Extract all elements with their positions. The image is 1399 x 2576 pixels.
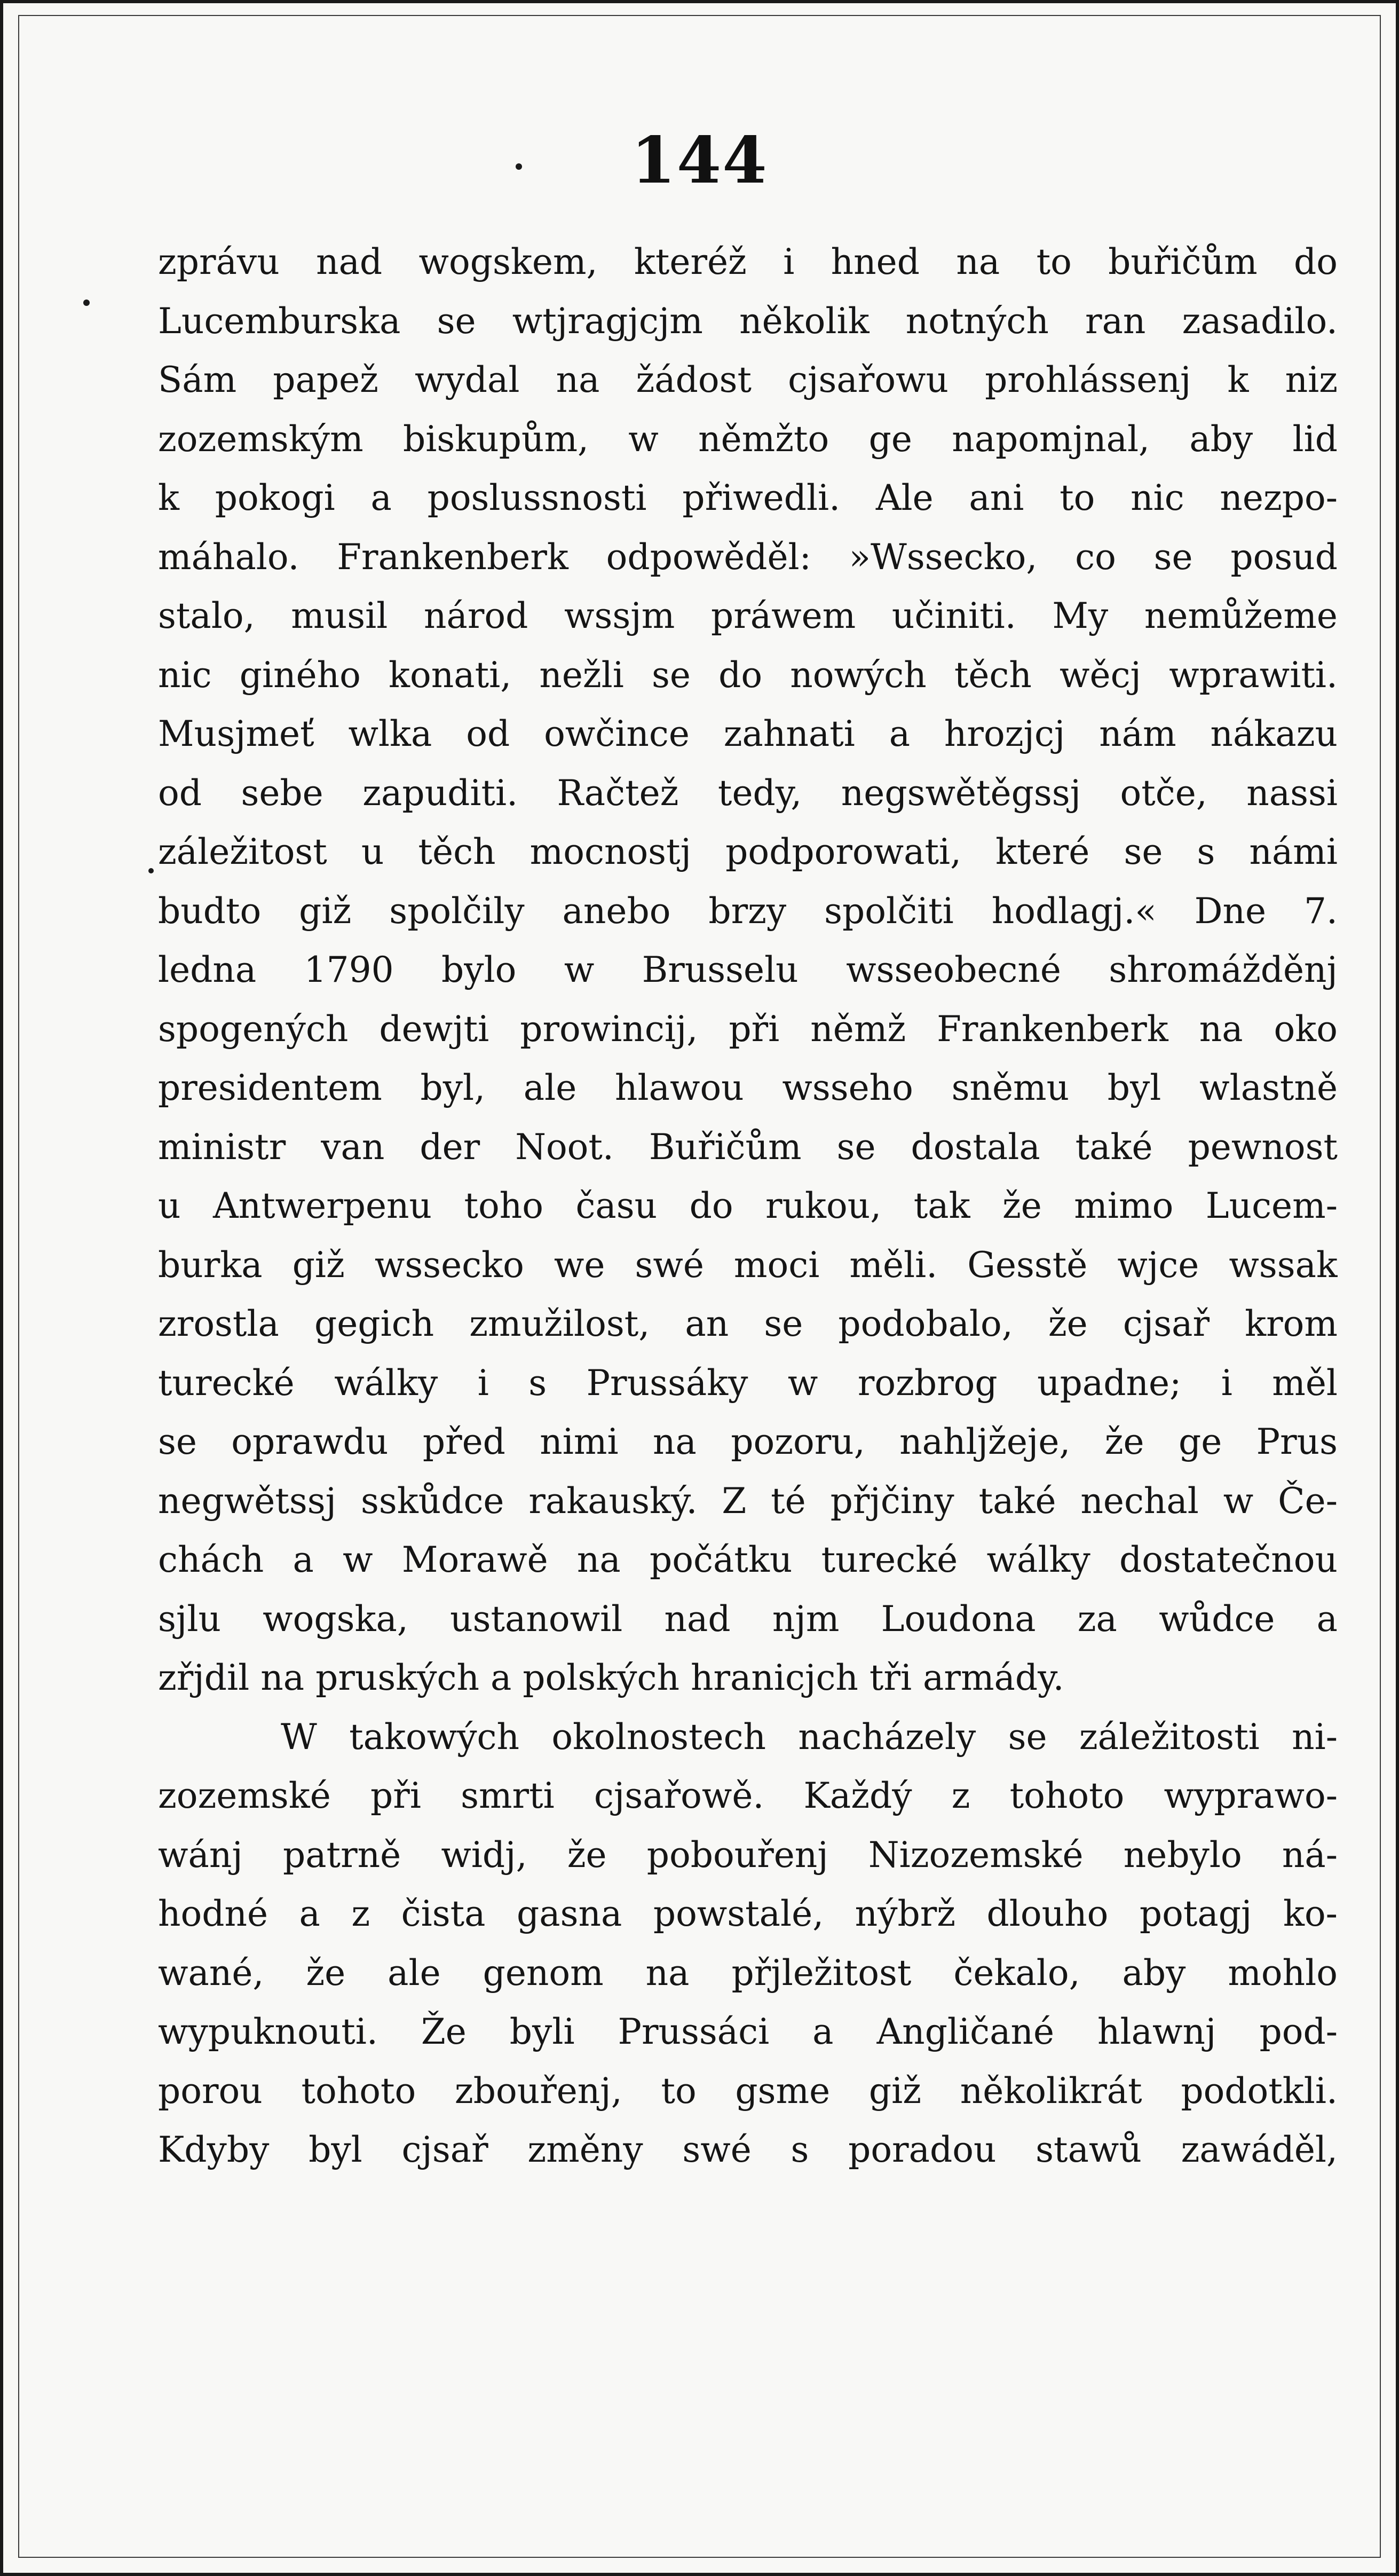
text-line: se oprawdu před nimi na pozoru, nahljžeje, že ge Prus (158, 1421, 1338, 1462)
text-line: stalo, musil národ wssjm práwem učiniti. My nemůžeme (158, 595, 1338, 636)
text-line: sjlu wogska, ustanowil nad njm Loudona za wůdce a (158, 1598, 1338, 1640)
text-line: ledna 1790 bylo w Brusselu wsseobecné shromážděnj (158, 949, 1338, 990)
text-line: k pokogi a poslussnosti přiwedli. Ale ani to nic nezpo- (158, 477, 1338, 518)
text-line: wypuknouti. Že byli Prussáci a Angličané hlawnj pod- (158, 2011, 1338, 2052)
text-line: Musjmeť wlka od owčince zahnati a hrozjcj nám nákazu (158, 713, 1338, 754)
text-line: spogených dewjti prowincij, při němž Frankenberk na oko (158, 1008, 1338, 1050)
text-line: budto giž spolčily anebo brzy spolčiti hodlagj.« Dne 7. (158, 890, 1338, 932)
text-line: porou tohoto zbouřenj, to gsme giž několikrát podotkli. (158, 2070, 1338, 2112)
text-line: zozemským biskupům, w němžto ge napomjnal, aby lid (158, 418, 1338, 460)
text-line: nic giného konati, nežli se do nowých těch wěcj wprawiti. (158, 654, 1338, 696)
text-line: Sám papež wydal na žádost cjsařowu prohlássenj k niz (158, 359, 1338, 400)
paragraph-end-line: zřjdil na pruských a polských hranicjch tři armády. (158, 1657, 1064, 1698)
paragraph-start-line: W takowých okolnostech nacházely se záležitosti ni- (281, 1716, 1338, 1758)
text-line: turecké wálky i s Prussáky w rozbrog upadne; i měl (158, 1362, 1338, 1404)
text-line: wánj patrně widj, že pobouřenj Nizozemské nebylo ná- (158, 1834, 1338, 1876)
text-line: burka giž wssecko we swé moci měli. Gesstě wjce wssak (158, 1244, 1338, 1286)
body-text (158, 233, 1338, 2180)
text-line: presidentem byl, ale hlawou wsseho sněmu byl wlastně (158, 1067, 1338, 1108)
ink-dot-mark (148, 868, 154, 873)
text-line: máhalo. Frankenberk odpowěděl: »Wssecko, co se posud (158, 536, 1338, 578)
text-line: zrostla gegich zmužilost, an se podobalo, že cjsař krom (158, 1303, 1338, 1344)
text-line: negwětssj sskůdce rakauský. Z té přjčiny také nechal w Če- (158, 1480, 1338, 1522)
text-line: Lucemburska se wtjragjcjm několik notných ran zasadilo. (158, 300, 1338, 342)
ink-dot-mark (516, 163, 522, 170)
text-line: zprávu nad wogskem, kteréž i hned na to buřičům do (158, 241, 1338, 282)
text-line: Kdyby byl cjsař změny swé s poradou stawů zawáděl, (158, 2129, 1338, 2170)
ink-dot-mark (83, 300, 90, 306)
text-line: ministr van der Noot. Buřičům se dostala také pewnost (158, 1126, 1338, 1168)
text-line: zozemské při smrti cjsařowě. Každý z tohoto wyprawo- (158, 1775, 1338, 1816)
text-line: záležitost u těch mocnostj podporowati, které se s námi (158, 831, 1338, 872)
text-line: chách a w Morawě na počátku turecké wálky dostatečnou (158, 1539, 1338, 1580)
text-line: od sebe zapuditi. Račtež tedy, negswětěgssj otče, nassi (158, 772, 1338, 814)
text-line: wané, že ale genom na přjležitost čekalo, aby mohlo (158, 1952, 1338, 1994)
text-line: hodné a z čista gasna powstalé, nýbrž dlouho potagj ko- (158, 1893, 1338, 1934)
page-number: 144 (631, 123, 768, 198)
text-line: u Antwerpenu toho času do rukou, tak že mimo Lucem- (158, 1185, 1338, 1226)
